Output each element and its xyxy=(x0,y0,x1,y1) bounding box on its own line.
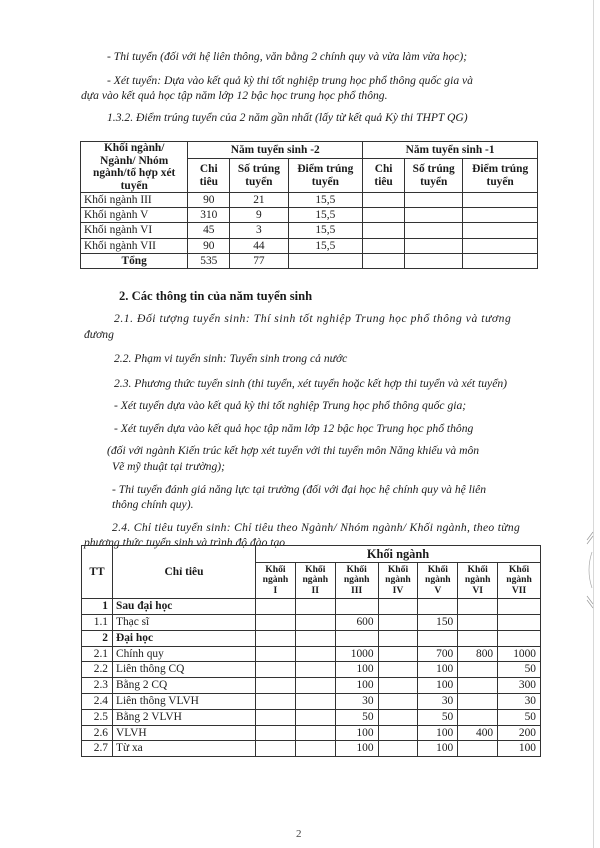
paragraph-xet-tuyen-line2: dựa vào kết quả học tập năm lớp 12 bậc học trung học phổ thông. xyxy=(81,89,388,102)
header-khoi-nganh-7: Khối ngành VII xyxy=(498,563,541,599)
quota-value xyxy=(295,662,335,678)
total-chi-tieu: 535 xyxy=(188,253,230,268)
row-name: Liên thông VLVH xyxy=(113,694,256,710)
admission-scores-table xyxy=(80,141,538,269)
so-trung-tuyen-value: 3 xyxy=(230,223,288,238)
quota-value: 400 xyxy=(458,725,498,741)
quota-value xyxy=(256,741,296,757)
quota-value: 50 xyxy=(498,709,541,725)
quota-value: 50 xyxy=(498,662,541,678)
row-tt: 1 xyxy=(82,599,113,615)
quota-value: 800 xyxy=(458,646,498,662)
quota-value: 1000 xyxy=(498,646,541,662)
subheader-so-trung-tuyen: Số trúng tuyển xyxy=(405,159,463,193)
quota-value: 300 xyxy=(498,678,541,694)
quota-value xyxy=(295,615,335,631)
quota-value xyxy=(498,599,541,615)
diem-value: 15,5 xyxy=(288,208,363,223)
quota-value: 150 xyxy=(418,615,458,631)
table-row xyxy=(82,678,541,694)
total-so-trung-tuyen: 77 xyxy=(230,253,288,268)
quota-value xyxy=(458,662,498,678)
empty-cell xyxy=(405,238,463,253)
quota-value xyxy=(295,741,335,757)
row-tt: 2.6 xyxy=(82,725,113,741)
quota-value xyxy=(256,694,296,710)
page-number: 2 xyxy=(296,828,302,840)
row-name: Khối ngành VII xyxy=(81,238,188,253)
empty-cell xyxy=(405,208,463,223)
chi-tieu-value: 310 xyxy=(188,208,230,223)
s22: 2.2. Phạm vi tuyển sinh: Tuyển sinh trong cả nước xyxy=(114,352,348,365)
s23-bullet2-line3: Vẽ mỹ thuật tại trường); xyxy=(112,460,225,473)
quota-value: 100 xyxy=(335,741,378,757)
row-tt: 2.5 xyxy=(82,709,113,725)
row-name: Từ xa xyxy=(113,741,256,757)
row-name: Khối ngành VI xyxy=(81,223,188,238)
header-khoi-nganh-1: Khối ngành I xyxy=(256,563,296,599)
quota-value xyxy=(295,630,335,646)
subheader-diem-trung-tuyen: Điểm trúng tuyển xyxy=(288,159,363,193)
empty-cell xyxy=(363,193,405,208)
quota-value xyxy=(256,678,296,694)
quota-value xyxy=(256,662,296,678)
quota-value: 100 xyxy=(335,678,378,694)
header-khoi-nganh: Khối ngành/ Ngành/ Nhóm ngành/tổ hợp xét tuyển xyxy=(81,142,188,193)
diem-value: 15,5 xyxy=(288,193,363,208)
quota-value xyxy=(378,615,418,631)
table-row xyxy=(81,238,538,253)
header-year-minus-1: Năm tuyển sinh -1 xyxy=(363,142,538,159)
quota-value: 1000 xyxy=(335,646,378,662)
header-khoi-nganh-group: Khối ngành xyxy=(256,546,541,563)
empty-cell xyxy=(363,208,405,223)
s23: 2.3. Phương thức tuyển sinh (thi tuyển, xét tuyển hoặc kết hợp thi tuyển và xét tuyển) xyxy=(114,377,507,390)
header-khoi-nganh-4: Khối ngành IV xyxy=(378,563,418,599)
quota-value: 50 xyxy=(418,709,458,725)
page-edge xyxy=(593,0,594,848)
quota-value: 100 xyxy=(418,662,458,678)
quota-value xyxy=(295,678,335,694)
header-year-minus-2: Năm tuyển sinh -2 xyxy=(188,142,363,159)
quota-value: 30 xyxy=(335,694,378,710)
row-tt: 2.1 xyxy=(82,646,113,662)
quota-value xyxy=(378,741,418,757)
row-tt: 2.3 xyxy=(82,678,113,694)
s21-line1: 2.1. Đối tượng tuyển sinh: Thí sinh tốt nghiệp Trung học phổ thông và tương xyxy=(114,312,512,325)
diem-value: 15,5 xyxy=(288,223,363,238)
quota-value xyxy=(256,709,296,725)
s24-line2: phương thức tuyển sinh và trình độ đào tạo xyxy=(84,536,286,549)
quota-value: 700 xyxy=(418,646,458,662)
table-row xyxy=(82,662,541,678)
empty-cell xyxy=(288,253,363,268)
s21-line2: đương xyxy=(84,328,114,341)
paragraph-xet-tuyen-line1: - Xét tuyển: Dựa vào kết quả kỳ thi tốt nghiệp trung học phổ thông quốc gia và xyxy=(107,74,473,87)
s23-bullet2: - Xét tuyển dựa vào kết quả học tập năm lớp 12 bậc học Trung học phổ thông xyxy=(114,422,474,435)
empty-cell xyxy=(463,223,538,238)
empty-cell xyxy=(463,208,538,223)
quota-value xyxy=(378,599,418,615)
quota-value: 100 xyxy=(418,678,458,694)
s23-bullet3-line1: - Thi tuyển đánh giá năng lực tại trường (đối với đại học hệ chính quy và hệ liên xyxy=(112,483,487,496)
quota-value xyxy=(295,599,335,615)
quota-value xyxy=(335,599,378,615)
quota-value xyxy=(378,630,418,646)
so-trung-tuyen-value: 9 xyxy=(230,208,288,223)
chi-tieu-value: 90 xyxy=(188,238,230,253)
quota-value xyxy=(378,725,418,741)
table-row xyxy=(82,725,541,741)
row-name: Đại học xyxy=(113,630,256,646)
quota-value xyxy=(378,694,418,710)
section-row xyxy=(82,599,541,615)
total-label: Tổng xyxy=(81,253,188,268)
quota-value xyxy=(458,709,498,725)
quota-value xyxy=(256,646,296,662)
s23-bullet1: - Xét tuyển dựa vào kết quả kỳ thi tốt nghiệp Trung học phổ thông quốc gia; xyxy=(114,399,467,412)
table-row xyxy=(81,208,538,223)
row-name: Bằng 2 CQ xyxy=(113,678,256,694)
table-row xyxy=(82,615,541,631)
paragraph-thi-tuyen: - Thi tuyển (đối với hệ liên thông, văn bằng 2 chính quy và vừa làm vừa học); xyxy=(107,50,468,63)
row-name: Liên thông CQ xyxy=(113,662,256,678)
quota-value xyxy=(295,725,335,741)
s23-bullet2-line2: (đối với ngành Kiến trúc kết hợp xét tuyển với thi tuyển môn Năng khiếu và môn xyxy=(107,444,480,457)
quota-value: 100 xyxy=(418,725,458,741)
quota-value xyxy=(295,709,335,725)
total-row xyxy=(81,253,538,268)
empty-cell xyxy=(463,238,538,253)
quota-value: 50 xyxy=(335,709,378,725)
empty-cell xyxy=(363,253,405,268)
table-row xyxy=(81,193,538,208)
quota-value: 100 xyxy=(418,741,458,757)
margin-binding-mark-icon xyxy=(585,520,595,620)
row-tt: 2.4 xyxy=(82,694,113,710)
header-khoi-nganh-6: Khối ngành VI xyxy=(458,563,498,599)
chi-tieu-value: 90 xyxy=(188,193,230,208)
quota-value xyxy=(458,694,498,710)
subheader-so-trung-tuyen: Số trúng tuyển xyxy=(230,159,288,193)
quota-value xyxy=(458,678,498,694)
quota-value xyxy=(458,630,498,646)
quota-value: 100 xyxy=(335,662,378,678)
quota-value: 200 xyxy=(498,725,541,741)
quota-value xyxy=(378,662,418,678)
quota-value xyxy=(295,694,335,710)
empty-cell xyxy=(363,238,405,253)
quota-value xyxy=(256,599,296,615)
row-name: Khối ngành V xyxy=(81,208,188,223)
empty-cell xyxy=(405,253,463,268)
row-name: Sau đại học xyxy=(113,599,256,615)
row-tt: 2.7 xyxy=(82,741,113,757)
so-trung-tuyen-value: 21 xyxy=(230,193,288,208)
empty-cell xyxy=(405,193,463,208)
section-2-heading: 2. Các thông tin của năm tuyển sinh xyxy=(119,289,313,303)
quota-value xyxy=(295,646,335,662)
quota-value: 30 xyxy=(418,694,458,710)
section-row xyxy=(82,630,541,646)
quota-value xyxy=(498,615,541,631)
s23-bullet3-line2: thông chính quy). xyxy=(112,498,194,511)
table-row xyxy=(82,741,541,757)
quota-value: 100 xyxy=(498,741,541,757)
subheader-chi-tieu: Chi tiêu xyxy=(363,159,405,193)
quota-value: 30 xyxy=(498,694,541,710)
row-name: Bằng 2 VLVH xyxy=(113,709,256,725)
quota-value xyxy=(378,709,418,725)
table-row xyxy=(81,223,538,238)
empty-cell xyxy=(463,193,538,208)
table-row xyxy=(82,709,541,725)
row-name: Thạc sĩ xyxy=(113,615,256,631)
table-row xyxy=(82,646,541,662)
header-tt: TT xyxy=(82,546,113,599)
so-trung-tuyen-value: 44 xyxy=(230,238,288,253)
row-name: Khối ngành III xyxy=(81,193,188,208)
header-khoi-nganh-3: Khối ngành III xyxy=(335,563,378,599)
quota-value xyxy=(418,630,458,646)
table-row xyxy=(82,694,541,710)
chi-tieu-value: 45 xyxy=(188,223,230,238)
subheader-diem-trung-tuyen: Điểm trúng tuyển xyxy=(463,159,538,193)
quota-value xyxy=(335,630,378,646)
row-tt: 2.2 xyxy=(82,662,113,678)
quota-value xyxy=(256,630,296,646)
row-tt: 1.1 xyxy=(82,615,113,631)
section-1-3-2-heading: 1.3.2. Điểm trúng tuyển của 2 năm gần nhất (lấy từ kết quả Kỳ thi THPT QG) xyxy=(107,111,468,124)
quota-value: 100 xyxy=(335,725,378,741)
quota-value xyxy=(378,678,418,694)
empty-cell xyxy=(363,223,405,238)
empty-cell xyxy=(463,253,538,268)
row-tt: 2 xyxy=(82,630,113,646)
s24-line1: 2.4. Chỉ tiêu tuyển sinh: Chỉ tiêu theo Ngành/ Nhóm ngành/ Khối ngành, theo từng xyxy=(112,521,521,534)
subheader-chi-tieu: Chi tiêu xyxy=(188,159,230,193)
quota-value xyxy=(378,646,418,662)
empty-cell xyxy=(405,223,463,238)
enrollment-quota-table xyxy=(81,545,541,757)
header-chi-tieu: Chỉ tiêu xyxy=(113,546,256,599)
header-khoi-nganh-2: Khối ngành II xyxy=(295,563,335,599)
row-name: VLVH xyxy=(113,725,256,741)
quota-value xyxy=(458,615,498,631)
header-khoi-nganh-5: Khối ngành V xyxy=(418,563,458,599)
quota-value xyxy=(458,599,498,615)
quota-value xyxy=(418,599,458,615)
quota-value xyxy=(256,615,296,631)
row-name: Chính quy xyxy=(113,646,256,662)
diem-value: 15,5 xyxy=(288,238,363,253)
quota-value xyxy=(498,630,541,646)
quota-value xyxy=(256,725,296,741)
quota-value xyxy=(458,741,498,757)
quota-value: 600 xyxy=(335,615,378,631)
